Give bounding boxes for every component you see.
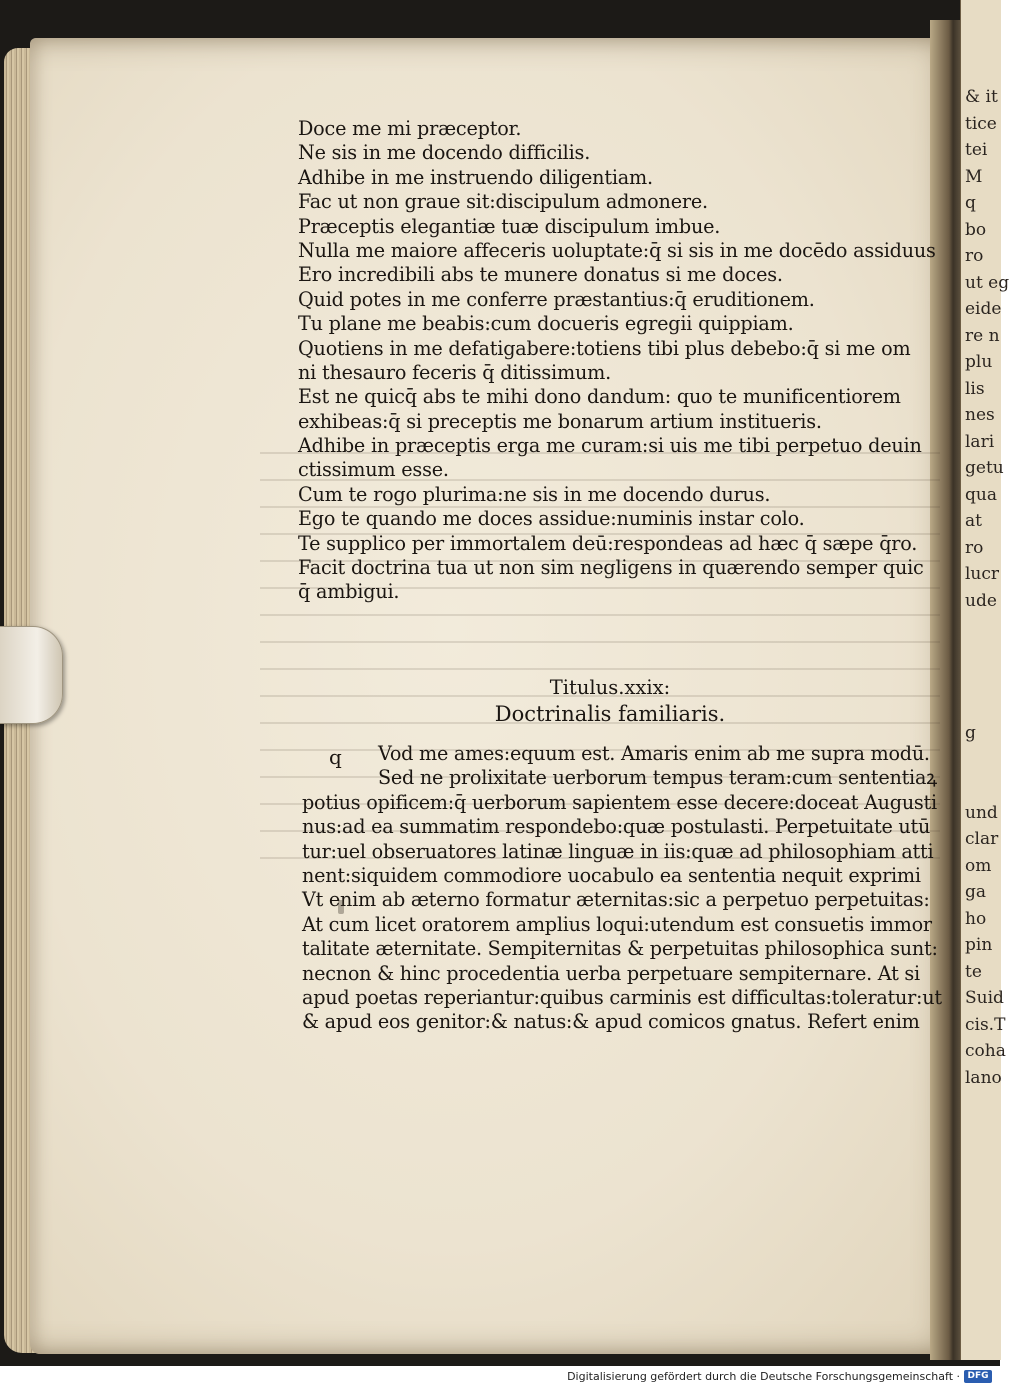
dfg-logo: DFG: [964, 1370, 992, 1383]
facing-fragment: q: [965, 193, 976, 213]
chapter-line: nus:ad ea summatim respondebo:quæ postulasti. Perpetuitate utū: [302, 815, 931, 839]
facing-fragment: tei: [965, 140, 988, 160]
funding-note: Digitalisierung gefördert durch die Deutsche Forschungsgemeinschaft ·: [567, 1370, 960, 1383]
text-line: Cum te rogo plurima:ne sis in me docendo durus.: [298, 482, 771, 506]
facing-fragment: [965, 773, 1005, 800]
facing-fragment: re n: [965, 325, 1000, 346]
chapter-line: Vt enim ab æterno formatur æternitas:sic a perpetuo perpetuitas:: [302, 888, 930, 912]
facing-fragment: [965, 614, 1005, 641]
facing-fragment: ga: [965, 882, 987, 902]
text-line: Quotiens in me defatigabere:totiens tibi plus debebo:q̄ si me om: [298, 336, 911, 360]
chapter-subtitle: Doctrinalis familiaris.: [494, 702, 726, 726]
chapter-line: Sed ne prolixitate uerborum tempus teram:cum sententiaꝝ: [378, 766, 937, 790]
facing-fragment: qua: [965, 484, 997, 505]
chapter-line: potius opificem:q̄ uerborum sapientem esse decere:doceat Augusti: [302, 790, 937, 814]
facing-fragment: lari: [965, 431, 995, 452]
facing-fragment: eide: [965, 299, 1002, 319]
text-line: Præceptis elegantiæ tuæ discipulum imbue.: [298, 214, 721, 238]
text-line: ni thesauro feceris q̄ ditissimum.: [298, 360, 612, 384]
footer-bar: [0, 1366, 1000, 1388]
facing-page-text: [965, 84, 1009, 1091]
facing-fragment: clar: [965, 829, 999, 849]
text-line: q̄ ambigui.: [298, 580, 400, 604]
text-line: Te supplico per immortalem deū:respondeas ad hæc q̄ sæpe q̄ro.: [298, 531, 918, 555]
text-line: Tu plane me beabis:cum docueris egregii quippiam.: [298, 312, 794, 336]
text-line: Adhibe in me instruendo diligentiam.: [298, 165, 653, 189]
facing-fragment: M: [965, 166, 983, 187]
chapter-line: Vod me ames:equum est. Amaris enim ab me supra modū.: [378, 742, 930, 765]
facing-fragment: Suid: [965, 988, 1004, 1008]
text-line: Adhibe in præceptis erga me curam:si uis me tibi perpetuo deuin: [298, 434, 922, 458]
facing-fragment: [965, 694, 1005, 721]
text-line: Quid potes in me conferre præstantius:q̄ eruditionem.: [298, 287, 815, 311]
facing-fragment: nes: [965, 405, 995, 425]
facing-fragment: ut eg: [965, 272, 1009, 293]
facing-fragment: [965, 667, 1005, 694]
facing-fragment: g: [965, 723, 976, 743]
facing-fragment: tice: [965, 113, 997, 134]
facing-fragment: ho: [965, 908, 987, 929]
facing-fragment: [965, 641, 1005, 668]
chapter-line: apud poetas reperiantur:quibus carminis est difficultas:toleratur:ut: [302, 985, 942, 1009]
facing-fragment: cis.T: [965, 1014, 1006, 1035]
facing-fragment: lis: [965, 378, 985, 399]
text-line: Nulla me maiore affeceris uoluptate:q̄ si sis in me docēdo assiduus: [298, 238, 936, 262]
facing-fragment: om: [965, 855, 992, 876]
chapter-line: nent:siquidem commodiore uocabulo ea sententia nequit exprimi: [302, 863, 921, 887]
facing-fragment: ude: [965, 590, 997, 611]
chapter-line: At cum licet oratorem amplius loqui:utendum est consuetis immor: [302, 912, 932, 936]
text-line: Ego te quando me doces assidue:numinis instar colo.: [298, 507, 805, 531]
facing-fragment: lano: [965, 1067, 1002, 1088]
text-line: exhibeas:q̄ si preceptis me bonarum artium institueris.: [298, 409, 822, 433]
text-line: Ero incredibili abs te munere donatus si me doces.: [298, 263, 783, 287]
facing-fragment: & it: [965, 87, 998, 107]
facing-fragment: plu: [965, 352, 993, 372]
chapter-line: & apud eos genitor:& natus:& apud comicos gnatus. Refert enim: [302, 1010, 920, 1034]
text-line: Facit doctrina tua ut non sim negligens in quærendo semper quic: [298, 556, 924, 580]
facing-fragment: und: [965, 802, 998, 823]
facing-fragment: at: [965, 511, 982, 531]
chapter-text-block: [302, 742, 942, 1035]
facing-fragment: pin: [965, 935, 993, 955]
facing-fragment: coha: [965, 1041, 1006, 1061]
facing-fragment: ro: [965, 537, 984, 558]
text-line: Ne sis in me docendo difficilis.: [298, 141, 591, 165]
bookmark-tab: [0, 626, 63, 724]
text-line: ctissimum esse.: [298, 458, 449, 482]
facing-fragment: lucr: [965, 564, 1000, 584]
facing-fragment: ro: [965, 246, 984, 266]
facing-fragment: getu: [965, 458, 1004, 478]
chapter-line: tur:uel obseruatores latinæ linguæ in iis:quæ ad philosophiam atti: [302, 839, 934, 863]
initial-letter: q: [329, 745, 342, 769]
facing-fragment: [965, 747, 1005, 774]
ink-smudge: [338, 900, 344, 914]
chapter-title: Titulus.xxix:: [549, 676, 671, 699]
text-line: Est ne quicq̄ abs te mihi dono dandum: quo te munificentiorem: [298, 385, 901, 409]
text-line: Doce me mi præceptor.: [298, 117, 522, 140]
chapter-line: talitate æternitate. Sempiternitas & perpetuitas philosophica sunt:: [302, 937, 938, 961]
facing-fragment: te: [965, 961, 982, 982]
page-text-block: [298, 117, 938, 605]
chapter-line: necnon & hinc procedentia uerba perpetuare sempiternare. At si: [302, 961, 920, 985]
facing-page: [960, 0, 1009, 1360]
text-line: Fac ut non graue sit:discipulum admonere.: [298, 190, 708, 214]
facing-fragment: bo: [965, 219, 987, 240]
